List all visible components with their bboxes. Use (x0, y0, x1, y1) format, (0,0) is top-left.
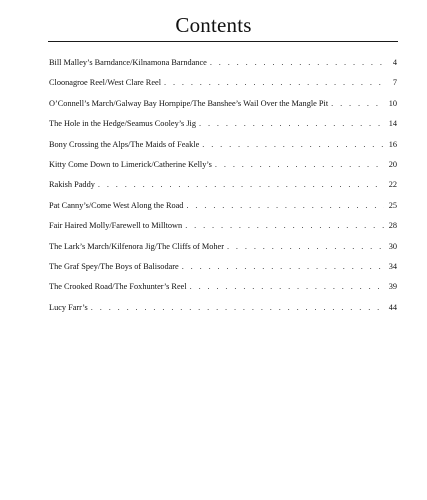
toc-entry[interactable] (49, 98, 397, 118)
toc-page-number: 34 (388, 261, 397, 271)
toc-entry[interactable] (49, 159, 397, 179)
toc-page-number: 10 (388, 98, 397, 108)
toc-entry[interactable] (49, 302, 397, 322)
toc-page-number: 20 (388, 159, 397, 169)
dot-leader (182, 261, 384, 272)
toc-entry[interactable] (49, 200, 397, 220)
toc-entry[interactable] (49, 241, 397, 261)
toc-entry-title: The Lark’s March/Kilfenora Jig/The Cliffs of Moher (49, 241, 224, 251)
toc-entry-title: The Graf Spey/The Boys of Balisodare (49, 261, 179, 271)
toc-entry-title: Rakish Paddy (49, 180, 95, 190)
toc-entry[interactable] (49, 281, 397, 301)
toc-entry-title: Bill Malley’s Barndance/Kilnamona Barndance (49, 58, 207, 67)
toc-entry-title: Lucy Farr’s (49, 302, 88, 312)
table-of-contents (49, 57, 397, 322)
dot-leader (91, 302, 384, 313)
toc-page-number: 7 (392, 78, 397, 88)
dot-leader (331, 98, 384, 109)
toc-entry[interactable] (49, 220, 397, 240)
toc-entry-title: Cloonagroe Reel/West Clare Reel (49, 78, 161, 88)
toc-entry-title: Pat Canny’s/Come West Along the Road (49, 200, 184, 210)
toc-entry-title: O’Connell’s March/Galway Bay Hornpipe/The Banshee’s Wail Over the Mangle Pit (49, 98, 329, 108)
toc-entry[interactable] (49, 139, 397, 159)
dot-leader (202, 139, 384, 150)
toc-page-number: 22 (388, 180, 397, 190)
dot-leader (186, 200, 384, 211)
dot-leader (210, 57, 384, 68)
toc-entry[interactable] (49, 179, 397, 199)
toc-entry-title: Fair Haired Molly/Farewell to Milltown (49, 221, 183, 231)
toc-entry-title: Kitty Come Down to Limerick/Catherine Kelly’s (49, 159, 212, 169)
toc-entry-title: The Hole in the Hedge/Seamus Cooley’s Jig (49, 119, 197, 129)
toc-page-number: 4 (392, 58, 397, 67)
toc-entry[interactable] (49, 57, 397, 77)
toc-page-number: 44 (388, 302, 397, 312)
dot-leader (215, 159, 384, 170)
dot-leader (190, 281, 384, 292)
title-rule (48, 41, 398, 42)
toc-page-number: 39 (388, 282, 397, 292)
toc-entry-title: The Crooked Road/The Foxhunter’s Reel (49, 282, 187, 292)
dot-leader (199, 118, 384, 129)
toc-page-number: 30 (388, 241, 397, 251)
toc-page-number: 28 (388, 221, 397, 231)
toc-entry[interactable] (49, 261, 397, 281)
toc-page-number: 16 (388, 139, 397, 149)
toc-page-number: 25 (388, 200, 397, 210)
dot-leader (164, 77, 384, 88)
dot-leader (185, 220, 384, 231)
toc-page-number: 14 (388, 119, 397, 129)
toc-entry-title: Bony Crossing the Alps/The Maids of Feakle (49, 139, 200, 149)
toc-entry[interactable] (49, 77, 397, 97)
page-title: Contents (175, 13, 252, 37)
toc-entry[interactable] (49, 118, 397, 138)
dot-leader (98, 179, 384, 190)
dot-leader (227, 241, 384, 252)
